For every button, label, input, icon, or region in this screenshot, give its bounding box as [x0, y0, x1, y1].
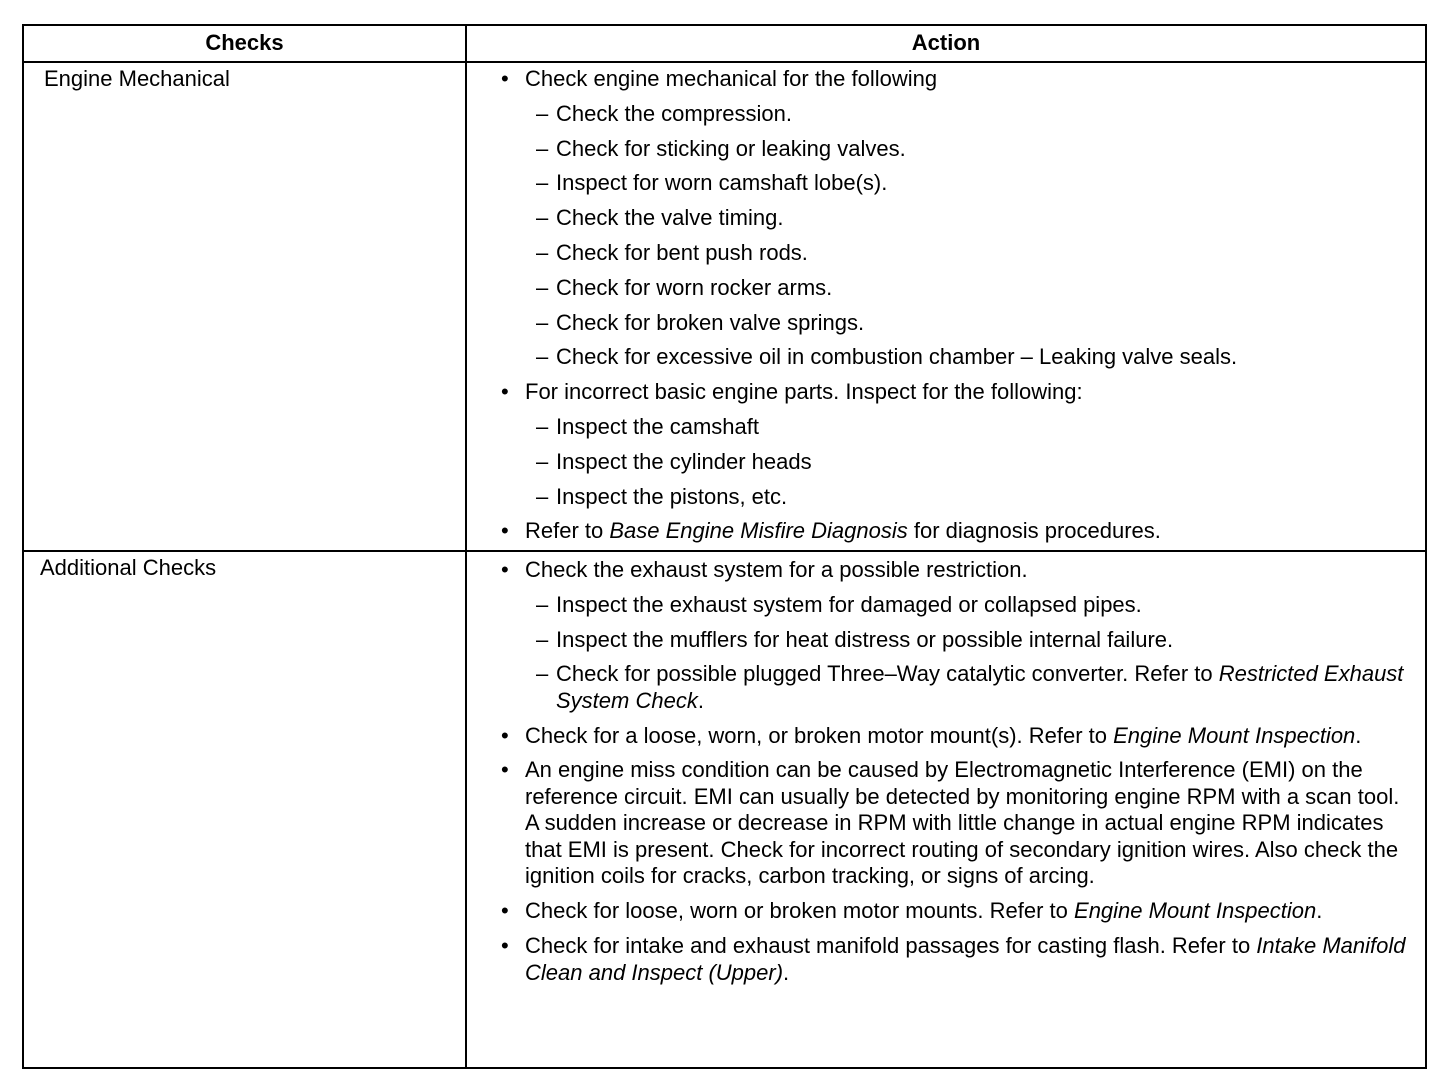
check-label-engine-mechanical: Engine Mechanical	[44, 66, 230, 91]
dash-marker: –	[536, 483, 549, 509]
action-text: Check the valve timing.	[556, 205, 784, 231]
action-bullet-item	[500, 723, 1411, 750]
diagnostic-table	[22, 24, 1427, 1069]
action-sub-item	[500, 275, 1411, 302]
check-label-additional-checks: Additional Checks	[40, 555, 217, 580]
action-sub-item	[500, 170, 1411, 197]
dash-marker: –	[536, 626, 549, 652]
dash-marker: –	[536, 239, 549, 265]
bullet-marker: •	[501, 557, 509, 582]
action-text-suffix: .	[697, 687, 704, 713]
action-bullet-item	[500, 518, 1411, 545]
action-text: Check for intake and exhaust manifold passages for casting flash. Refer to	[525, 933, 1257, 959]
action-bullet-item	[500, 757, 1411, 890]
action-sub-item	[500, 627, 1411, 654]
action-cell-engine-mechanical	[500, 66, 1411, 545]
action-text: Inspect the mufflers for heat distress or possible internal failure.	[556, 626, 1174, 652]
action-bullet-item	[500, 66, 1411, 93]
bullet-marker: •	[501, 66, 509, 91]
column-header-checks: Checks	[205, 30, 284, 55]
action-bullet-item	[500, 379, 1411, 406]
action-text-suffix: .	[1355, 722, 1362, 748]
dash-marker: –	[536, 170, 549, 196]
action-text: Check for worn rocker arms.	[556, 274, 833, 300]
action-sub-item	[500, 661, 1411, 714]
action-sub-item	[500, 240, 1411, 267]
dash-marker: –	[536, 205, 549, 231]
action-bullet-item	[500, 557, 1411, 584]
action-text: Inspect for worn camshaft lobe(s).	[556, 170, 888, 196]
bullet-marker: •	[501, 898, 509, 924]
procedure-reference: Intake Manifold Clean and Inspect (Upper)	[525, 933, 1406, 985]
procedure-reference: Engine Mount Inspection	[1074, 898, 1317, 924]
action-sub-item	[500, 310, 1411, 337]
bullet-marker: •	[501, 379, 509, 405]
dash-marker: –	[536, 448, 549, 474]
action-text: Inspect the pistons, etc.	[556, 483, 788, 509]
action-sub-item	[500, 205, 1411, 232]
action-text: Inspect the cylinder heads	[556, 448, 812, 474]
column-divider	[465, 26, 467, 1067]
action-sub-item	[500, 101, 1411, 128]
action-sub-item	[500, 414, 1411, 441]
procedure-reference: Engine Mount Inspection	[1113, 722, 1356, 748]
action-cell-additional-checks	[500, 557, 1411, 986]
action-text: Refer to	[525, 518, 610, 544]
action-text-suffix: .	[783, 959, 790, 985]
dash-marker: –	[536, 413, 549, 439]
action-text: Check for loose, worn or broken motor mounts. Refer to	[525, 898, 1075, 924]
bullet-marker: •	[501, 933, 509, 959]
row-divider	[24, 550, 1425, 552]
bullet-marker: •	[501, 757, 509, 783]
action-sub-item	[500, 136, 1411, 163]
action-bullet-item	[500, 933, 1411, 986]
action-sub-item	[500, 484, 1411, 511]
action-sub-item	[500, 344, 1411, 371]
dash-marker: –	[536, 591, 549, 617]
bullet-marker: •	[501, 722, 509, 748]
action-bullet-item	[500, 898, 1411, 925]
dash-marker: –	[536, 100, 549, 126]
bullet-marker: •	[501, 518, 509, 544]
column-header-action: Action	[911, 30, 981, 55]
action-text-suffix: for diagnosis procedures.	[907, 518, 1161, 544]
action-text: An engine miss condition can be caused by Electromagnetic Interference (EMI) on the reference circuit. EMI can usually be detected by monitoring engine RPM with a scan tool. A sudden increase or decrease in RPM with little change in actual engine RPM indicates that EMI is present. Check for incorrect routing of secondary ignition wires. Also check the ignition coils for cracks, carbon tracking, or signs of arcing.	[525, 757, 1400, 889]
action-text: Check for broken valve springs.	[556, 309, 865, 335]
action-text: Check for possible plugged Three–Way catalytic converter. Refer to	[556, 661, 1219, 687]
procedure-reference: Restricted Exhaust System Check	[556, 661, 1404, 713]
action-text: Check the exhaust system for a possible restriction.	[525, 557, 1028, 582]
action-text: Check for excessive oil in combustion chamber – Leaking valve seals.	[556, 344, 1238, 370]
dash-marker: –	[536, 661, 549, 687]
action-text: Check for sticking or leaking valves.	[556, 135, 906, 161]
dash-marker: –	[536, 344, 549, 370]
action-sub-item	[500, 449, 1411, 476]
action-sub-item	[500, 592, 1411, 619]
action-text: Inspect the camshaft	[556, 413, 759, 439]
dash-marker: –	[536, 274, 549, 300]
dash-marker: –	[536, 309, 549, 335]
action-text: Check for a loose, worn, or broken motor mount(s). Refer to	[525, 722, 1114, 748]
action-text: Check for bent push rods.	[556, 239, 808, 265]
action-text: Check engine mechanical for the following	[525, 66, 938, 91]
header-divider	[24, 61, 1425, 63]
action-text: Inspect the exhaust system for damaged or collapsed pipes.	[556, 591, 1142, 617]
action-text: For incorrect basic engine parts. Inspect for the following:	[525, 379, 1083, 405]
dash-marker: –	[536, 135, 549, 161]
procedure-reference: Base Engine Misfire Diagnosis	[609, 518, 908, 544]
action-text: Check the compression.	[556, 100, 792, 126]
action-text-suffix: .	[1316, 898, 1323, 924]
